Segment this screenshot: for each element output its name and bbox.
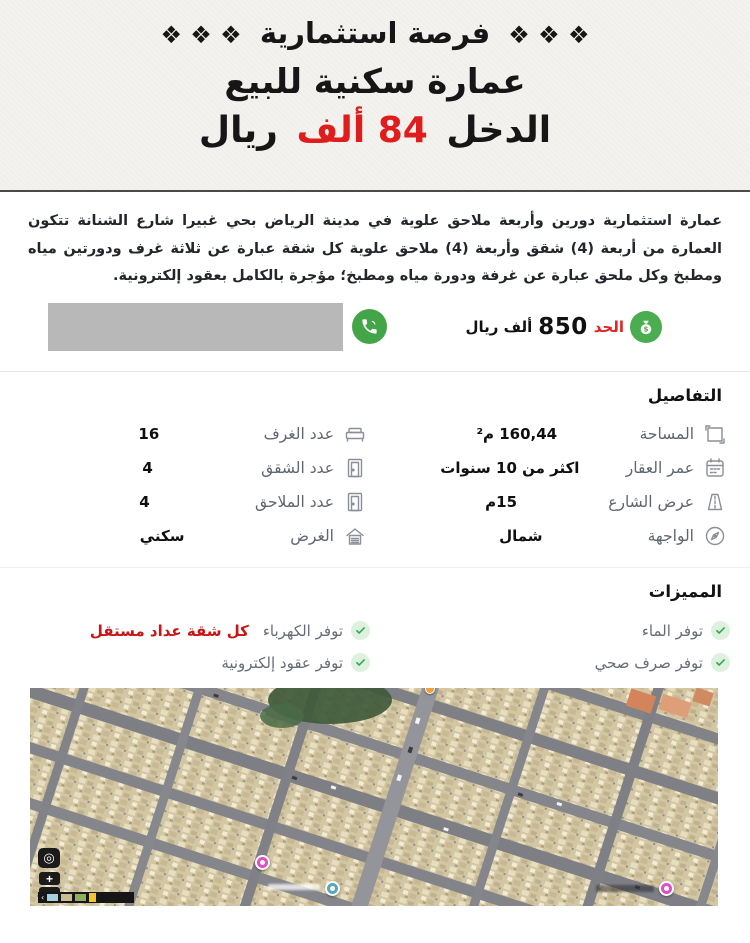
door-icon <box>340 489 370 515</box>
zoom-in-button[interactable]: + <box>39 872 60 885</box>
map-satellite[interactable] <box>30 688 718 906</box>
feature-label: توفر الكهرباء <box>262 621 343 640</box>
detail-value: 16 <box>138 424 160 443</box>
price-value: 850 <box>538 313 588 340</box>
chevron-left-icon: ‹ <box>41 892 45 902</box>
map-label-smudge <box>596 885 654 892</box>
banner-subtitle: عمارة سكنية للبيع <box>224 62 526 102</box>
check-icon <box>711 653 730 672</box>
price-label: الحد <box>593 317 624 336</box>
income-suffix: ريال <box>198 110 278 151</box>
features-heading: المميزات <box>648 581 722 601</box>
compass-button[interactable]: ◎ <box>38 848 60 868</box>
banner <box>0 0 750 192</box>
phone-call-button[interactable] <box>352 309 387 344</box>
price-unit: ألف ريال <box>465 317 533 336</box>
detail-label: الواجهة <box>647 526 694 545</box>
diamond-decor-icon: ❖ ❖ ❖ <box>160 21 242 49</box>
detail-label: عمر العقار <box>625 458 694 477</box>
income-prefix: الدخل <box>446 110 552 151</box>
door-icon <box>340 455 370 481</box>
detail-row-annexes <box>10 485 370 519</box>
contact-price-row <box>0 303 750 361</box>
bed-icon <box>340 421 370 447</box>
area-icon <box>700 421 730 447</box>
feature-label: توفر عقود إلكترونية <box>221 653 343 672</box>
poi-pin-icon[interactable] <box>325 881 340 896</box>
listing-description: عمارة استثمارية دورين وأربعة ملاحق علوية في مدينة الرياض بحي غبيرا شارع الشنانة تتكون العمارة من أربعة (4) شقق وأربعة (4) ملاحق علوية كل شقة عبارة عن ثلاثة غرف ودورتين مياه ومطبخ وكل ملحق عبارة عن غرفة ودورة مياه ومطبخ؛ مؤجرة بالكامل بعقود إلكترونية. <box>28 213 722 285</box>
detail-label: عدد الشقق <box>261 458 334 477</box>
detail-value: 4 <box>142 458 153 477</box>
detail-label: عدد الغرف <box>263 424 334 443</box>
mosque-pin-icon[interactable] <box>659 881 674 896</box>
mosque-pin-icon[interactable] <box>255 855 270 870</box>
feature-item-electricity <box>10 615 370 647</box>
detail-label: الغرض <box>290 526 334 545</box>
pegman-icon[interactable] <box>89 893 96 902</box>
feature-note: كل شقة عداد مستقل <box>89 621 249 640</box>
satellite-imagery <box>30 688 718 906</box>
check-icon <box>351 621 370 640</box>
banner-line1 <box>0 16 750 50</box>
feature-item-sewage <box>370 647 730 679</box>
layer-tile-map[interactable] <box>47 894 58 901</box>
detail-value: اكثر من 10 سنوات <box>440 458 580 477</box>
details-grid <box>0 409 750 557</box>
layer-tile-satellite[interactable] <box>75 894 86 901</box>
detail-value: 160,44 م² <box>476 424 558 443</box>
features-grid <box>0 605 750 683</box>
detail-value: سكني <box>139 526 185 545</box>
money-bag-icon <box>630 311 662 343</box>
detail-value: شمال <box>499 526 543 545</box>
phone-icon <box>360 317 379 336</box>
detail-row-street-width <box>370 485 730 519</box>
map-layers-bar[interactable] <box>38 892 134 903</box>
check-icon <box>711 621 730 640</box>
price-group <box>465 311 662 343</box>
details-column-left <box>10 417 370 553</box>
detail-row-facade <box>370 519 730 553</box>
details-heading: التفاصيل <box>647 385 722 405</box>
map-label-smudge <box>268 884 320 890</box>
phone-number-redacted <box>48 303 343 351</box>
features-column-left <box>10 615 370 679</box>
details-column-right <box>370 417 730 553</box>
svg-text:$: $ <box>643 324 649 334</box>
feature-item-water <box>370 615 730 647</box>
detail-row-purpose <box>10 519 370 553</box>
diamond-decor-icon: ❖ ❖ ❖ <box>508 21 590 49</box>
income-value: 84 ألف <box>296 110 428 151</box>
detail-row-area <box>370 417 730 451</box>
detail-value: 4 <box>139 492 150 511</box>
feature-label: توفر صرف صحي <box>594 653 703 672</box>
layer-tile-terrain[interactable] <box>61 894 72 901</box>
detail-label: عرض الشارع <box>608 492 694 511</box>
banner-title: فرصة استثمارية <box>259 16 491 50</box>
detail-value: 15م <box>485 492 518 511</box>
banner-income-line <box>0 110 750 151</box>
feature-label: توفر الماء <box>641 621 703 640</box>
check-icon <box>351 653 370 672</box>
features-column-right <box>370 615 730 679</box>
detail-row-apartments <box>10 451 370 485</box>
compass-icon <box>700 523 730 549</box>
detail-label: عدد الملاحق <box>255 492 334 511</box>
detail-row-age <box>370 451 730 485</box>
purpose-icon <box>340 523 370 549</box>
detail-label: المساحة <box>639 424 694 443</box>
detail-row-rooms <box>10 417 370 451</box>
calendar-icon <box>700 455 730 481</box>
road-icon <box>700 489 730 515</box>
feature-item-econtracts <box>10 647 370 679</box>
